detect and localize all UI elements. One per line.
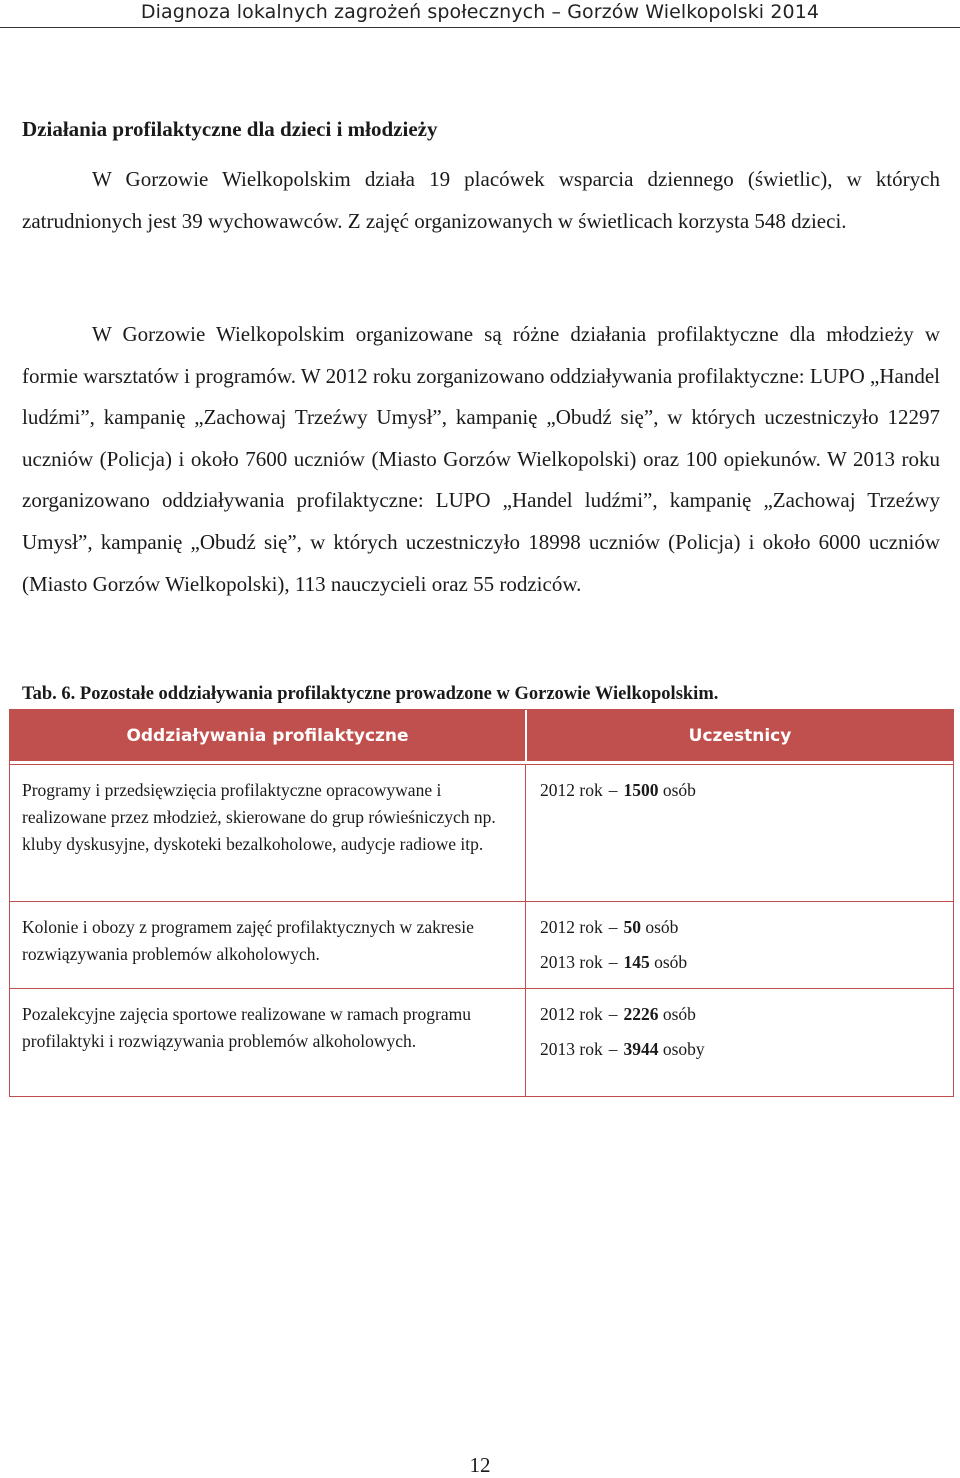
activity-cell: Pozalekcyjne zajęcia sportowe realizowane w ramach programu profilaktyki i rozwiązywania problemów alkoholowych. xyxy=(10,988,525,1096)
participants-line xyxy=(540,914,941,941)
participants-unit: osób xyxy=(662,1004,696,1024)
participants-count: 50 xyxy=(623,917,641,937)
participants-year: 2012 rok xyxy=(540,917,603,937)
participants-count: 145 xyxy=(623,952,650,972)
participants-count: 3944 xyxy=(623,1039,659,1059)
column-header-uczestnicy: Uczestnicy xyxy=(525,710,953,764)
participants-count: 1500 xyxy=(623,780,659,800)
participants-dash: – xyxy=(608,952,618,972)
table-row xyxy=(10,988,953,1096)
table-caption: Tab. 6. Pozostałe oddziaływania profilaktyczne prowadzone w Gorzowie Wielkopolskim. xyxy=(22,684,719,704)
participants-line xyxy=(540,1036,941,1063)
header-divider xyxy=(0,27,960,28)
participants-cell xyxy=(525,988,953,1096)
section-heading: Działania profilaktyczne dla dzieci i młodzieży xyxy=(22,117,438,141)
participants-unit: osoby xyxy=(662,1039,705,1059)
table-row xyxy=(10,901,953,988)
table-header-row xyxy=(10,710,953,764)
participants-year: 2012 rok xyxy=(540,780,603,800)
participants-year: 2013 rok xyxy=(540,1039,603,1059)
participants-unit: osób xyxy=(662,780,696,800)
paragraph-swietlice: W Gorzowie Wielkopolskim działa 19 placówek wsparcia dziennego (świetlic), w których zatrudnionych jest 39 wychowawców. Z zajęć organizowanych w świetlicach korzysta 548 dzieci. xyxy=(22,167,940,233)
paragraph-dzialania-profilaktyczne: W Gorzowie Wielkopolskim organizowane są różne działania profilaktyczne dla młodzieży w formie warsztatów i programów. W 2012 roku zorganizowano oddziaływania profilaktyczne: LUPO „Handel ludźmi”, kampanię „Zachowaj Trzeźwy Umysł”, kampanię „Obudź się”, w których uczestniczyło 12297 uczniów (Policja) i około 7600 uczniów (Miasto Gorzów Wielkopolski) oraz 100 opiekunów. W 2013 roku zorganizowano oddziaływania profilaktyczne: LUPO „Handel ludźmi”, kampanię „Zachowaj Trzeźwy Umysł”, kampanię „Obudź się”, w których uczestniczyło 18998 uczniów (Policja) i około 6000 uczniów (Miasto Gorzów Wielkopolski), 113 nauczycieli oraz 55 rodziców. xyxy=(22,322,940,596)
participants-unit: osób xyxy=(645,917,679,937)
table-body xyxy=(10,764,953,1096)
running-header-title: Diagnoza lokalnych zagrożeń społecznych – Gorzów Wielkopolski 2014 xyxy=(140,1,820,23)
participants-count: 2226 xyxy=(623,1004,659,1024)
participants-dash: – xyxy=(608,1004,618,1024)
activity-cell: Kolonie i obozy z programem zajęć profilaktycznych w zakresie rozwiązywania problemów alkoholowych. xyxy=(10,901,525,988)
participants-cell xyxy=(525,764,953,901)
table-row xyxy=(10,764,953,901)
participants-cell xyxy=(525,901,953,988)
participants-line xyxy=(540,777,941,804)
participants-dash: – xyxy=(608,917,618,937)
participants-year: 2012 rok xyxy=(540,1004,603,1024)
participants-year: 2013 rok xyxy=(540,952,603,972)
activity-cell: Programy i przedsięwzięcia profilaktyczne opracowywane i realizowane przez młodzież, skierowane do grup rówieśniczych np. kluby dyskusyjne, dyskoteki bezalkoholowe, audycje radiowe itp. xyxy=(10,764,525,901)
page-number: 12 xyxy=(469,1453,491,1477)
participants-line xyxy=(540,1001,941,1028)
column-header-oddzialywania: Oddziaływania profilaktyczne xyxy=(10,710,525,764)
profilaktyka-table xyxy=(9,709,954,1097)
participants-dash: – xyxy=(608,780,618,800)
participants-line xyxy=(540,949,941,976)
participants-dash: – xyxy=(608,1039,618,1059)
participants-unit: osób xyxy=(654,952,688,972)
